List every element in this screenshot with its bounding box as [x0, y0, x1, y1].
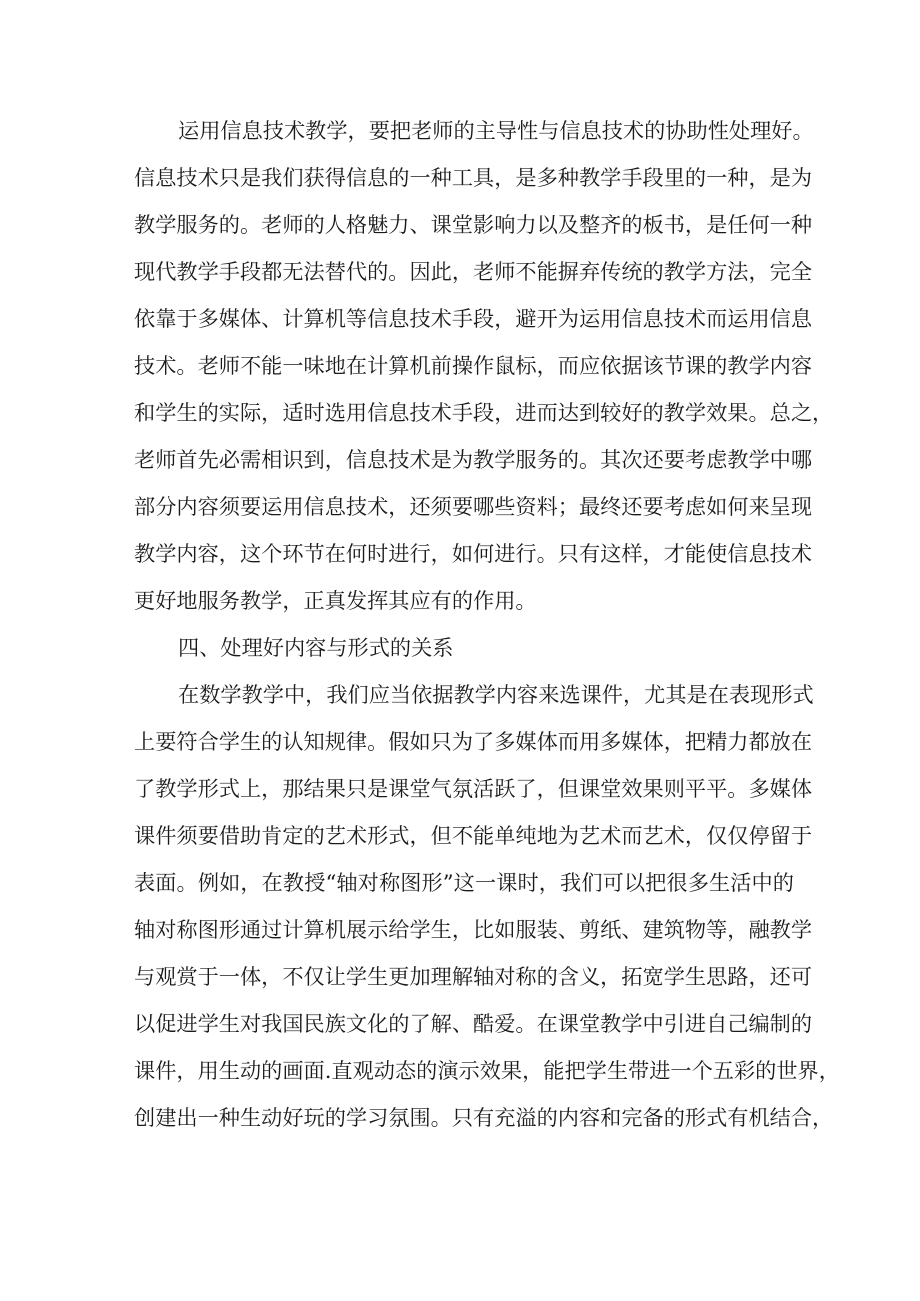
paragraph-2-line-8: 以促进学生对我国民族文化的了解、酷爱。在课堂教学中引进自己编制的 [134, 1011, 813, 1036]
paragraph-2-line-10: 创建出一种生动好玩的学习氛围。只有充溢的内容和完备的形式有机结合， [134, 1105, 834, 1130]
paragraph-1-line-9: 部分内容须要运用信息技术，还须要哪些资料；最终还要考虑如何来呈现 [134, 494, 813, 519]
paragraph-2-line-2: 上要符合学生的认知规律。假如只为了多媒体而用多媒体，把精力都放在 [134, 729, 813, 754]
paragraph-1-line-4: 现代教学手段都无法替代的。因此，老师不能摒弃传统的教学方法，完全 [134, 259, 813, 284]
paragraph-2-line-1: 在数学教学中，我们应当依据教学内容来选课件，尤其是在表现形式 [178, 682, 814, 707]
paragraph-1-line-10: 教学内容，这个环节在何时进行，如何进行。只有这样，才能使信息技术 [134, 541, 813, 566]
paragraph-2-line-7: 与观赏于一体，不仅让学生更加理解轴对称的含义，拓宽学生思路，还可 [134, 964, 813, 989]
paragraph-1-line-1: 运用信息技术教学，要把老师的主导性与信息技术的协助性处理好。 [178, 118, 814, 143]
paragraph-1-line-11: 更好地服务教学，正真发挥其应有的作用。 [134, 588, 537, 613]
paragraph-2-line-3: 了教学形式上，那结果只是课堂气氛活跃了，但课堂效果则平平。多媒体 [134, 776, 813, 801]
paragraph-1-line-2: 信息技术只是我们获得信息的一种工具，是多种教学手段里的一种，是为 [134, 165, 813, 190]
paragraph-2-line-6: 轴对称图形通过计算机展示给学生，比如服装、剪纸、建筑物等，融教学 [134, 917, 813, 942]
paragraph-1-line-3: 教学服务的。老师的人格魅力、课堂影响力以及整齐的板书，是任何一种 [134, 212, 813, 237]
paragraph-1-line-8: 老师首先必需相识到，信息技术是为教学服务的。其次还要考虑教学中哪 [134, 447, 813, 472]
paragraph-1-line-6: 技术。老师不能一味地在计算机前操作鼠标，而应依据该节课的教学内容 [134, 353, 813, 378]
paragraph-1-line-5: 依靠于多媒体、计算机等信息技术手段，避开为运用信息技术而运用信息 [134, 306, 813, 331]
paragraph-2-line-9: 课件，用生动的画面.直观动态的演示效果，能把学生带进一个五彩的世界， [134, 1058, 840, 1083]
section-heading: 四、处理好内容与形式的关系 [178, 635, 454, 660]
paragraph-2-line-4: 课件须要借助肯定的艺术形式，但不能单纯地为艺术而艺术，仅仅停留于 [134, 823, 813, 848]
paragraph-1-line-7: 和学生的实际，适时选用信息技术手段，进而达到较好的教学效果。总之， [134, 400, 834, 425]
paragraph-2-line-5: 表面。例如，在教授“轴对称图形”这一课时，我们可以把很多生活中的 [134, 870, 794, 895]
